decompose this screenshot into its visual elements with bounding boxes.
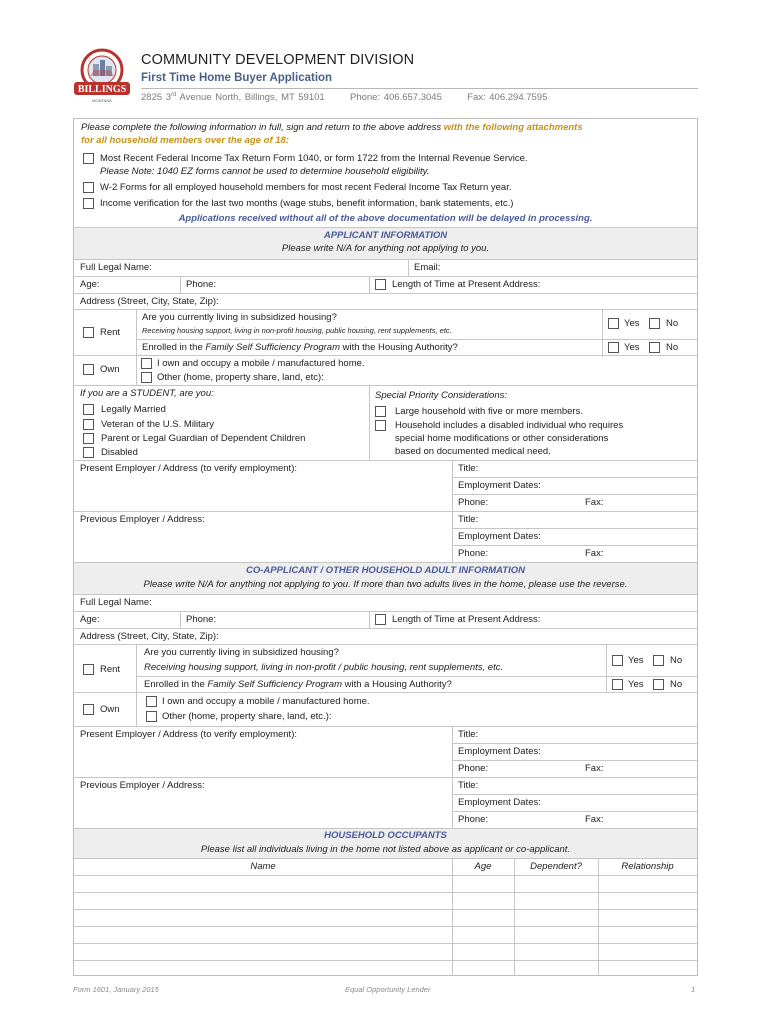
coapplicant-length-checkbox[interactable] (375, 614, 386, 625)
attachment-w2-label: W-2 Forms for all employed household members for most recent Federal Income Tax Return year. (100, 182, 512, 193)
applicant-fss-yes-label: Yes (624, 342, 640, 353)
coapplicant-age-label[interactable]: Age: (80, 614, 100, 625)
special-priority-question: Special Priority Considerations: (375, 390, 508, 401)
special-disabled-label-1: Household includes a disabled individual who requires (395, 420, 624, 431)
coapplicant-subsidized-note: Receiving housing support, living in non-profit / public housing, rent supplements, etc. (144, 662, 504, 673)
coapplicant-own-checkbox[interactable] (83, 704, 94, 715)
table-row[interactable] (74, 909, 697, 910)
coapplicant-subsidized-no-label: No (670, 655, 683, 666)
office-address-number: 2825 3 (141, 92, 172, 104)
office-address-rest: Avenue North, Billings, MT 59101 (176, 92, 325, 104)
applicant-previous-dates-label[interactable]: Employment Dates: (458, 531, 541, 542)
special-disabled-label-3: based on documented medical need. (395, 446, 551, 457)
student-parent-label: Parent or Legal Guardian of Dependent Children (101, 433, 306, 444)
coapplicant-present-phone-label[interactable]: Phone: (458, 763, 489, 774)
coapplicant-own-mobile-checkbox[interactable] (146, 696, 157, 707)
coapplicant-own-other-label: Other (home, property share, land, etc.): (162, 711, 332, 722)
coapplicant-fss-no-label: No (670, 679, 683, 690)
office-phone: Phone: 406.657.3045 (349, 92, 442, 104)
applicant-subsidized-question: Are you currently living in subsidized housing? (142, 312, 337, 323)
applicant-fss-question: Enrolled in the Family Self Sufficiency Program with the Housing Authority? (142, 342, 458, 353)
footer-page-number: 1 (691, 985, 696, 994)
applicant-length-label[interactable]: Length of Time at Present Address: (392, 279, 541, 290)
city-seal-logo-icon (70, 48, 134, 104)
applicant-fss-no-checkbox[interactable] (649, 342, 660, 353)
coapplicant-fss-no-checkbox[interactable] (653, 679, 664, 690)
intro-line-1 (81, 122, 583, 133)
applicant-present-dates-label[interactable]: Employment Dates: (458, 480, 541, 491)
occupants-col-name: Name (250, 861, 276, 872)
table-row[interactable] (74, 960, 697, 961)
coapplicant-own-mobile-label: I own and occupy a mobile / manufactured home. (162, 696, 370, 707)
applicant-instructions: Please write N/A for anything not applying to you. (281, 243, 490, 254)
occupants-col-age: Age (474, 861, 492, 872)
intro-attachments-emphasis: with the following attachments (443, 122, 583, 133)
applicant-rent-checkbox[interactable] (83, 327, 94, 338)
applicant-previous-title-label[interactable]: Title: (458, 514, 479, 525)
application-form (73, 118, 698, 976)
applicant-heading: APPLICANT INFORMATION (323, 230, 448, 241)
applicant-length-checkbox[interactable] (375, 279, 386, 290)
occupants-col-relationship: Relationship (621, 861, 674, 872)
applicant-present-phone-label[interactable]: Phone: (458, 497, 489, 508)
table-row[interactable] (74, 875, 697, 876)
coapplicant-previous-phone-label[interactable]: Phone: (458, 814, 489, 825)
applicant-own-mobile-checkbox[interactable] (141, 358, 152, 369)
coapplicant-previous-title-label[interactable]: Title: (458, 780, 479, 791)
student-veteran-label: Veteran of the U.S. Military (101, 419, 214, 430)
applicant-subsidized-note: Receiving housing support, living in non-profit housing, public housing, rent supplements, etc. (142, 326, 452, 335)
intro-text: Please complete the following information in full, sign and return to the above address (81, 122, 444, 133)
occupants-instructions: Please list all individuals living in the home not listed above as applicant or co-applicant. (200, 844, 571, 855)
applicant-subsidized-no-label: No (666, 318, 679, 329)
attachment-tax-note: Please Note: 1040 EZ forms cannot be used to determine household eligibility. (100, 166, 430, 177)
coapplicant-previous-employer-label[interactable]: Previous Employer / Address: (80, 780, 205, 791)
attachment-income-label: Income verification for the last two months (wage stubs, benefit information, bank statements, etc.) (100, 198, 514, 209)
applicant-fss-yes-checkbox[interactable] (608, 342, 619, 353)
special-large-household-label: Large household with five or more members. (395, 406, 583, 417)
coapplicant-rent-checkbox[interactable] (83, 664, 94, 675)
applicant-own-other-checkbox[interactable] (141, 372, 152, 383)
applicant-full-name-label[interactable]: Full Legal Name: (80, 262, 152, 273)
documentation-warning: Applications received without all of the above documentation will be delayed in processing. (178, 213, 593, 224)
intro-line-2: for all household members over the age of 18: (81, 135, 289, 146)
special-disabled-label-2: special home modifications or other considerations (395, 433, 609, 444)
coapplicant-phone-label[interactable]: Phone: (186, 614, 217, 625)
student-disabled-label: Disabled (101, 447, 138, 458)
coapplicant-own-label: Own (100, 704, 120, 715)
occupants-heading: HOUSEHOLD OCCUPANTS (324, 830, 447, 841)
applicant-phone-label[interactable]: Phone: (186, 279, 217, 290)
student-question: If you are a STUDENT, are you: (80, 388, 214, 399)
applicant-own-checkbox[interactable] (83, 364, 94, 375)
coapplicant-instructions: Please write N/A for anything not applying to you. If more than two adults lives in the home, please use the reverse. (143, 579, 628, 590)
special-large-household-checkbox[interactable] (375, 406, 386, 417)
coapplicant-rent-label: Rent (100, 664, 121, 675)
attachment-tax-return-label: Most Recent Federal Income Tax Return Form 1040, or form 1722 from the Internal Revenue Service. (100, 153, 528, 164)
applicant-rent-label: Rent (100, 327, 121, 338)
student-veteran-checkbox[interactable] (83, 419, 94, 430)
applicant-own-label: Own (100, 364, 120, 375)
svg-text:BILLINGS: BILLINGS (77, 84, 127, 95)
table-row[interactable] (74, 926, 697, 927)
coapplicant-heading: CO-APPLICANT / OTHER HOUSEHOLD ADULT INFORMATION (245, 565, 525, 576)
student-parent-checkbox[interactable] (83, 433, 94, 444)
applicant-address-label[interactable]: Address (Street, City, State, Zip): (80, 296, 219, 307)
student-disabled-checkbox[interactable] (83, 447, 94, 458)
applicant-subsidized-no-checkbox[interactable] (649, 318, 660, 329)
coapplicant-present-dates-label[interactable]: Employment Dates: (458, 746, 541, 757)
svg-text:MONTANA: MONTANA (92, 98, 112, 103)
applicant-own-other-label: Other (home, property share, land, etc): (157, 372, 324, 383)
applicant-present-title-label[interactable]: Title: (458, 463, 479, 474)
coapplicant-previous-dates-label[interactable]: Employment Dates: (458, 797, 541, 808)
coapplicant-present-employer-label[interactable]: Present Employer / Address (to verify employment): (80, 729, 297, 740)
applicant-fss-no-label: No (666, 342, 679, 353)
student-married-label: Legally Married (101, 404, 166, 415)
coapplicant-present-title-label[interactable]: Title: (458, 729, 479, 740)
footer-equal-opportunity: Equal Opportunity Lender (345, 985, 431, 994)
coapplicant-length-label[interactable]: Length of Time at Present Address: (392, 614, 541, 625)
coapplicant-subsidized-question: Are you currently living in subsidized housing? (144, 647, 339, 658)
page-title: COMMUNITY DEVELOPMENT DIVISION (141, 52, 415, 68)
coapplicant-present-fax-label[interactable]: Fax: (585, 763, 604, 774)
office-contact-line (141, 92, 547, 103)
coapplicant-subsidized-yes-label: Yes (628, 655, 644, 666)
attachment-income-checkbox[interactable] (83, 198, 94, 209)
applicant-subsidized-yes-label: Yes (624, 318, 640, 329)
applicant-previous-employer-label[interactable]: Previous Employer / Address: (80, 514, 205, 525)
table-row[interactable] (74, 892, 697, 893)
coapplicant-own-other-checkbox[interactable] (146, 711, 157, 722)
footer-form-id: Form 1601, January 2015 (73, 985, 159, 994)
special-disabled-checkbox[interactable] (375, 420, 386, 431)
applicant-present-fax-label[interactable]: Fax: (585, 497, 604, 508)
table-row[interactable] (74, 943, 697, 944)
form-subtitle: First Time Home Buyer Application (141, 72, 333, 84)
office-fax: Fax: 406.294.7595 (467, 92, 548, 104)
applicant-age-label[interactable]: Age: (80, 279, 100, 290)
applicant-own-mobile-label: I own and occupy a mobile / manufactured home. (157, 358, 365, 369)
applicant-email-label[interactable]: Email: (414, 262, 441, 273)
applicant-present-employer-label[interactable]: Present Employer / Address (to verify employment): (80, 463, 297, 474)
coapplicant-address-label[interactable]: Address (Street, City, State, Zip): (80, 631, 219, 642)
coapplicant-full-name-label[interactable]: Full Legal Name: (80, 597, 152, 608)
applicant-subsidized-yes-checkbox[interactable] (608, 318, 619, 329)
office-address-suffix: rd (171, 92, 177, 98)
student-married-checkbox[interactable] (83, 404, 94, 415)
coapplicant-previous-fax-label[interactable]: Fax: (585, 814, 604, 825)
coapplicant-fss-question: Enrolled in the Family Self Sufficiency Program with a Housing Authority? (144, 679, 452, 690)
attachment-w2-checkbox[interactable] (83, 182, 94, 193)
coapplicant-fss-yes-label: Yes (628, 679, 644, 690)
applicant-previous-phone-label[interactable]: Phone: (458, 548, 489, 559)
coapplicant-fss-yes-checkbox[interactable] (612, 679, 623, 690)
applicant-previous-fax-label[interactable]: Fax: (585, 548, 604, 559)
occupants-col-dependent: Dependent? (530, 861, 582, 872)
attachment-tax-return-checkbox[interactable] (83, 153, 94, 164)
header-divider (141, 88, 698, 89)
coapplicant-subsidized-yes-checkbox[interactable] (612, 655, 623, 666)
coapplicant-subsidized-no-checkbox[interactable] (653, 655, 664, 666)
